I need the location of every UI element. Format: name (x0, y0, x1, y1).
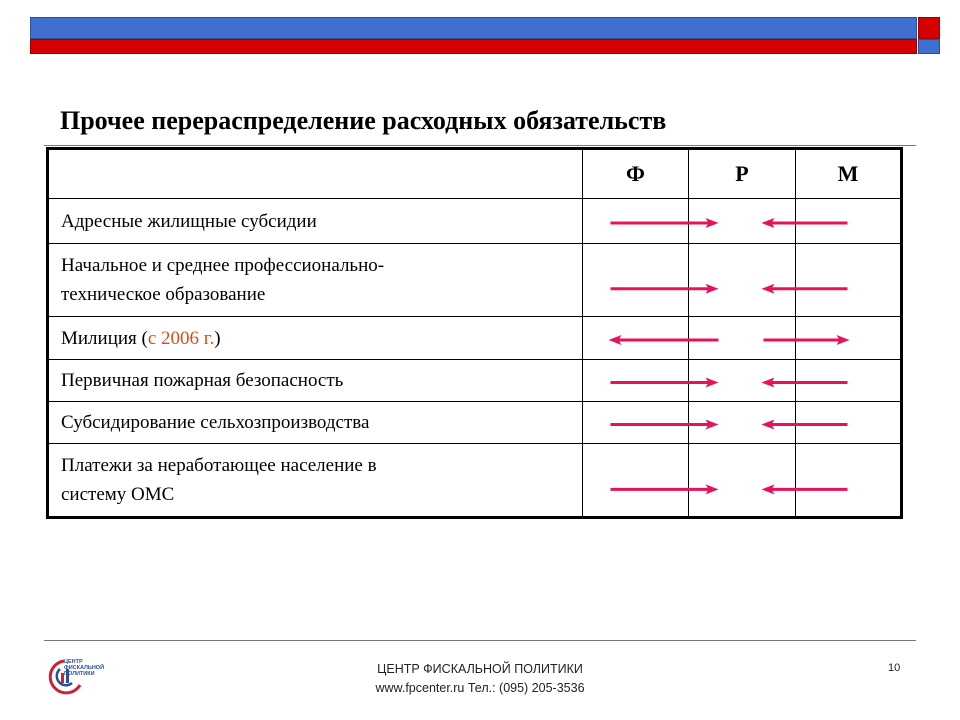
footer-contact: www.fpcenter.ru Тел.: (095) 205-3536 (375, 681, 585, 695)
row-label-line2: систему ОМС (61, 484, 175, 505)
logo-text-line1: ЦЕНТР (64, 659, 83, 665)
arrow-left-icon (609, 335, 719, 345)
logo-text-line2: ФИСКАЛЬНОЙ (64, 665, 105, 671)
logo-text (64, 659, 104, 677)
arrow-left-icon (762, 420, 848, 430)
row-label-prefix: Милиция ( (61, 327, 148, 349)
arrow-left-icon (762, 378, 848, 388)
page-number: 10 (888, 662, 901, 674)
arrow-right-icon (611, 378, 719, 388)
row-label-accent: с 2006 г. (147, 327, 215, 349)
row-label-suffix: ) (214, 327, 221, 349)
arrow-left-icon (762, 284, 848, 294)
row-label-line2: техническое образование (61, 284, 266, 305)
arrow-right-icon (764, 335, 850, 345)
footer (330, 660, 630, 698)
logo-text-line3: ПОЛИТИКИ (64, 671, 95, 677)
slide-title: Прочее перераспределение расходных обязательств (60, 106, 667, 135)
header-federal: Ф (583, 149, 689, 199)
arrow-right-icon (611, 218, 719, 228)
arrow-left-icon (762, 218, 848, 228)
arrow-right-icon (611, 420, 719, 430)
row-label-line1: Начальное и среднее профессионально- (61, 255, 385, 276)
arrow-left-icon (762, 484, 848, 494)
arrow-right-icon (611, 284, 719, 294)
row-label-text: Субсидирование сельхозпроизводства (61, 412, 370, 433)
footer-org: ЦЕНТР ФИСКАЛЬНОЙ ПОЛИТИКИ (377, 662, 583, 676)
row-label-text: Первичная пожарная безопасность (61, 370, 344, 391)
row-label-line1: Платежи за неработающее население в (61, 455, 377, 476)
footer-divider (44, 640, 916, 641)
arrow-right-icon (611, 484, 719, 494)
header-regional: Р (689, 149, 796, 199)
row-label-text: Адресные жилищные субсидии (61, 210, 317, 232)
header-municipal: М (796, 149, 902, 199)
